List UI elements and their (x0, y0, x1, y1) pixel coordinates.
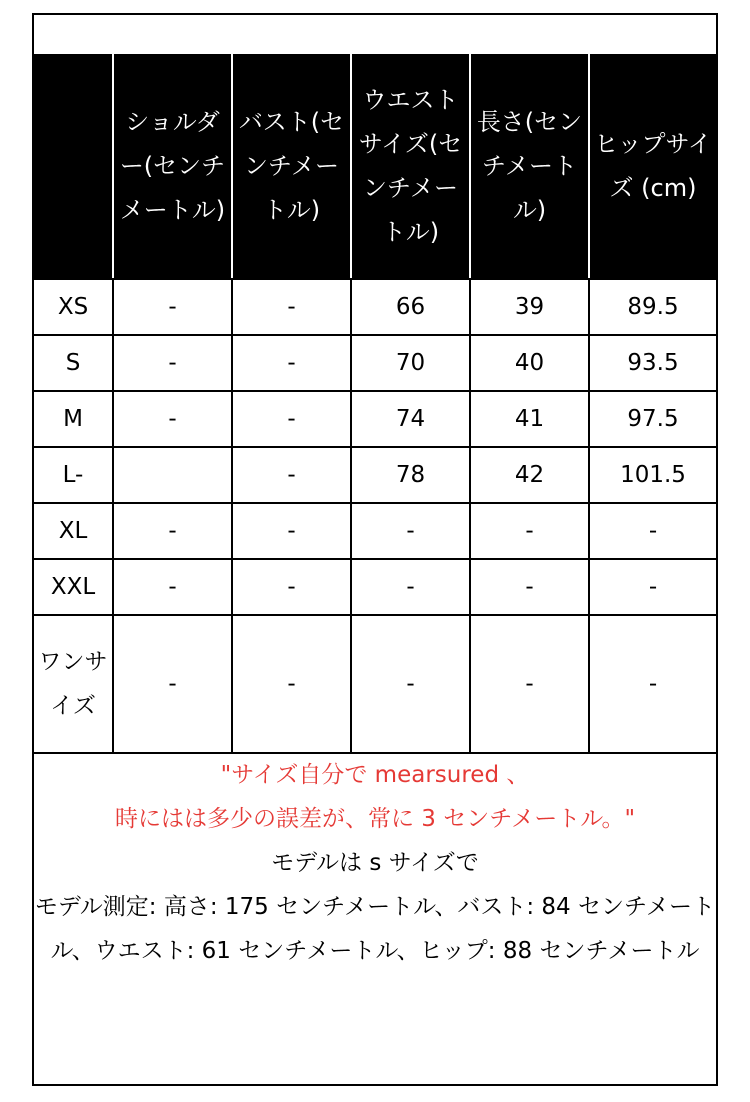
cell-size: XL (34, 503, 113, 559)
table-row (34, 559, 716, 615)
cell-waist: 70 (351, 335, 470, 391)
cell-waist: - (351, 559, 470, 615)
note-warning-line-2: 時にはは多少の誤差が、常に 3 センチメートル。" (114, 806, 636, 832)
header-waist: ウエストサイズ(センチメートル) (351, 54, 470, 279)
cell-bust: - (232, 503, 351, 559)
cell-shoulder: - (113, 335, 232, 391)
top-strip (34, 15, 716, 54)
cell-shoulder: - (113, 615, 232, 753)
size-chart-frame (32, 13, 718, 1086)
cell-hip: 93.5 (589, 335, 716, 391)
cell-bust: - (232, 335, 351, 391)
header-hip: ヒップサイズ (cm) (589, 54, 716, 279)
note-warning-line-1: "サイズ自分で mearsured 、 (220, 762, 530, 788)
table-header-row (34, 54, 716, 279)
cell-waist: 66 (351, 279, 470, 335)
cell-waist: 74 (351, 391, 470, 447)
cell-length: 39 (470, 279, 589, 335)
cell-hip: 101.5 (589, 447, 716, 503)
cell-hip: - (589, 503, 716, 559)
cell-shoulder: - (113, 503, 232, 559)
cell-hip: 97.5 (589, 391, 716, 447)
cell-length: 42 (470, 447, 589, 503)
cell-shoulder: - (113, 391, 232, 447)
cell-bust: - (232, 447, 351, 503)
size-table (34, 54, 716, 754)
cell-length: - (470, 503, 589, 559)
cell-bust: - (232, 279, 351, 335)
cell-length: 40 (470, 335, 589, 391)
cell-size: ワンサイズ (34, 615, 113, 753)
cell-size: M (34, 391, 113, 447)
cell-waist: - (351, 615, 470, 753)
cell-hip: - (589, 615, 716, 753)
cell-bust: - (232, 615, 351, 753)
cell-size: L- (34, 447, 113, 503)
cell-shoulder: - (113, 559, 232, 615)
table-row (34, 335, 716, 391)
note-model-measurements: モデル測定: 高さ: 175 センチメートル、バスト: 84 センチメートル、ウエスト: 61 センチメートル、ヒップ: 88 センチメートル (34, 894, 716, 964)
cell-bust: - (232, 559, 351, 615)
table-row (34, 279, 716, 335)
cell-shoulder: - (113, 279, 232, 335)
cell-hip: - (589, 559, 716, 615)
cell-size: S (34, 335, 113, 391)
measurement-note (34, 753, 716, 973)
cell-size: XS (34, 279, 113, 335)
header-length: 長さ(センチメートル) (470, 54, 589, 279)
cell-length: - (470, 559, 589, 615)
cell-length: 41 (470, 391, 589, 447)
table-row (34, 447, 716, 503)
cell-length: - (470, 615, 589, 753)
cell-waist: 78 (351, 447, 470, 503)
table-row (34, 503, 716, 559)
cell-shoulder (113, 447, 232, 503)
cell-size: XXL (34, 559, 113, 615)
header-shoulder: ショルダー(センチメートル) (113, 54, 232, 279)
cell-waist: - (351, 503, 470, 559)
cell-hip: 89.5 (589, 279, 716, 335)
table-row (34, 615, 716, 753)
table-row (34, 391, 716, 447)
cell-bust: - (232, 391, 351, 447)
header-size (34, 54, 113, 279)
header-bust: バスト(センチメートル) (232, 54, 351, 279)
note-model-size: モデルは s サイズで (271, 850, 479, 876)
